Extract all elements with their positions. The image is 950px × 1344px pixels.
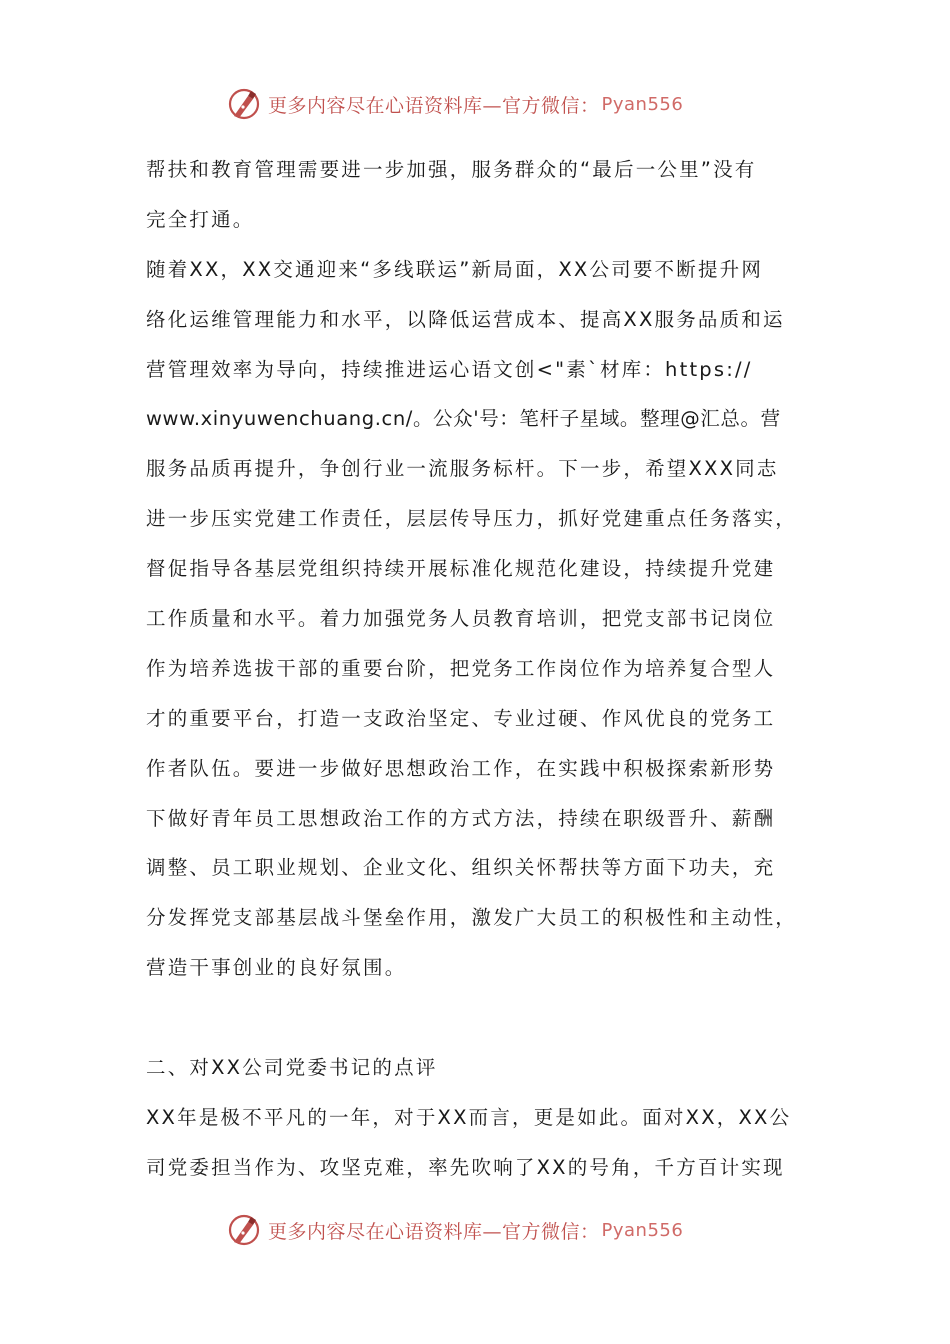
- paragraph-line: 络化运维管理能力和水平，以降低运营成本、提高XX服务品质和运: [146, 307, 785, 331]
- paragraph-line: 分发挥党支部基层战斗堡垒作用，激发广大员工的积极性和主动性，: [146, 906, 798, 930]
- paragraph-line: 下做好青年员工思想政治工作的方式方法，持续在职级晋升、薪酬: [146, 806, 776, 830]
- banner-text: 更多内容尽在心语资料库—官方微信：: [268, 1220, 600, 1243]
- paragraph-line: 完全打通。: [146, 207, 255, 231]
- paragraph-line: XX年是极不平凡的一年，对于XX而言，更是如此。面对XX，XX公: [146, 1106, 792, 1130]
- paragraph-line: 督促指导各基层党组织持续开展标准化规范化建设，持续提升党建: [146, 557, 776, 581]
- document-body: [146, 152, 814, 1200]
- paragraph-line: 司党委担当作为、攻坚克难，率先吹响了XX的号角，千方百计实现: [146, 1155, 785, 1179]
- banner-text: 更多内容尽在心语资料库—官方微信：: [268, 94, 600, 117]
- paragraph-line: www.xinyuwenchuang.cn/。公众'号：笔杆子星域。整理@汇总。营: [146, 407, 781, 431]
- paragraph-line: 作为培养选拔干部的重要台阶，把党务工作岗位作为培养复合型人: [146, 656, 776, 680]
- paragraph-line: 营造干事创业的良好氛围。: [146, 956, 407, 980]
- blank-line: [146, 1000, 814, 1050]
- banner-wechat-id: Pyan556: [601, 1219, 684, 1241]
- paragraph-line: 营管理效率为导向，持续推进运心语文创<"素`材库：https://: [146, 357, 753, 381]
- paragraph-line: 随着XX，XX交通迎来“多线联运”新局面，XX公司要不断提升网: [146, 257, 764, 281]
- header-banner: [226, 84, 746, 124]
- paragraph-line: 服务品质再提升，争创行业一流服务标杆。下一步，希望XXX同志: [146, 457, 779, 481]
- banner-wechat-id: Pyan556: [601, 93, 684, 115]
- paragraph-line: 进一步压实党建工作责任，层层传导压力，抓好党建重点任务落实，: [146, 507, 798, 531]
- pen-nib-icon: [226, 1212, 262, 1248]
- paragraph-line: 作者队伍。要进一步做好思想政治工作，在实践中积极探索新形势: [146, 756, 776, 780]
- paragraph-line: 才的重要平台，打造一支政治坚定、专业过硬、作风优良的党务工: [146, 706, 776, 730]
- paragraph-line: 帮扶和教育管理需要进一步加强，服务群众的“最后一公里”没有: [146, 158, 757, 181]
- paragraph-line: 工作质量和水平。着力加强党务人员教育培训，把党支部书记岗位: [146, 607, 776, 631]
- footer-banner: [226, 1210, 746, 1250]
- paragraph-line: 调整、员工职业规划、企业文化、组织关怀帮扶等方面下功夫，充: [146, 856, 776, 880]
- pen-nib-icon: [226, 86, 262, 122]
- section-heading: 二、对XX公司党委书记的点评: [146, 1056, 438, 1080]
